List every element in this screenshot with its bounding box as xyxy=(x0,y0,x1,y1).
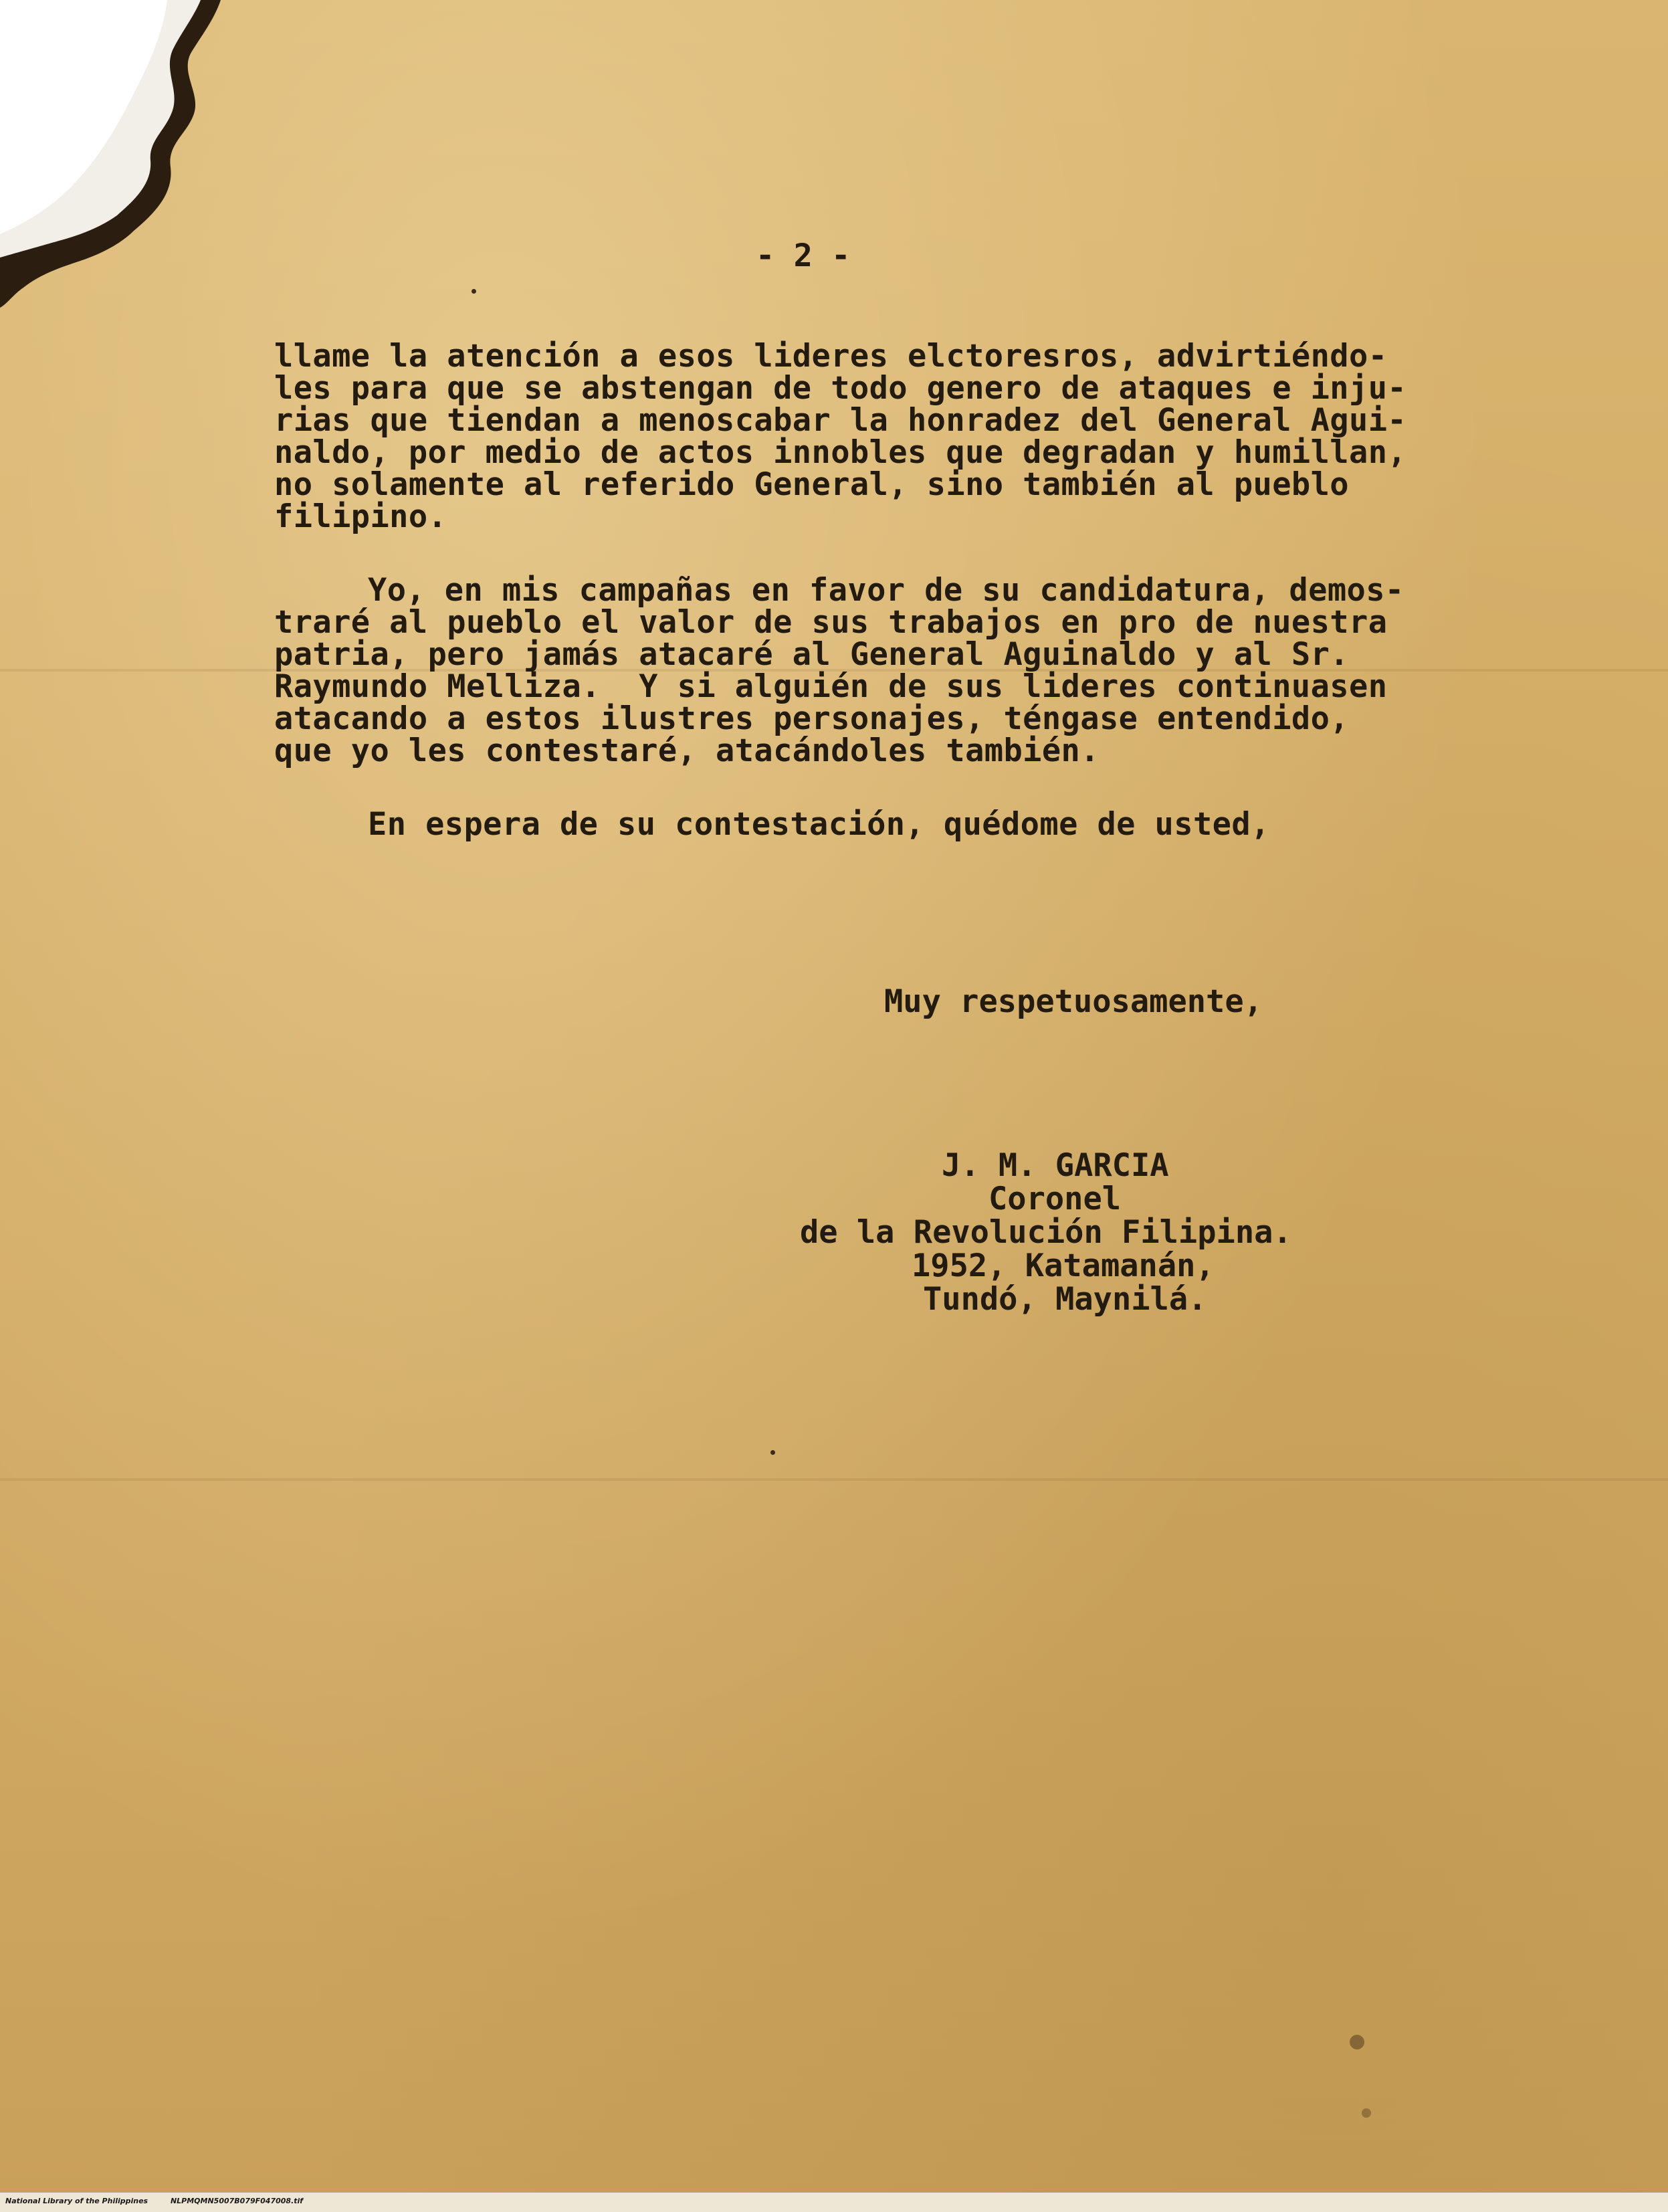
signature-title: Coronel xyxy=(988,1181,1122,1217)
ink-speck xyxy=(770,1450,775,1455)
scan-footer xyxy=(5,2197,303,2205)
scan-filename: NLPMQMN5007B079F047008.tif xyxy=(170,2197,304,2205)
page-number: - 2 - xyxy=(756,237,851,274)
ink-speck xyxy=(472,289,476,294)
burn-damage xyxy=(0,0,281,314)
paragraph3-line: En espera de su contestación, quédome de usted, xyxy=(368,806,1270,843)
closing: Muy respetuosamente, xyxy=(884,983,1263,1020)
signature-address-line: Tundó, Maynilá. xyxy=(923,1281,1207,1318)
paragraph1-line: no solamente al referido General, sino también al pueblo xyxy=(274,466,1349,503)
paragraph2-line: Raymundo Melliza. Y si alguién de sus lideres continuasen xyxy=(274,668,1388,705)
signature-address-line: 1952, Katamanán, xyxy=(912,1247,1215,1284)
paragraph2-line: patria, pero jamás atacaré al General Aguinaldo y al Sr. xyxy=(274,636,1349,673)
paragraph1-line: les para que se abstengan de todo genero de ataques e inju- xyxy=(274,370,1407,407)
signature-affiliation: de la Revolución Filipina. xyxy=(800,1214,1292,1251)
paper-fold xyxy=(0,1478,1668,1481)
paragraph1-line: rias que tiendan a menoscabar la honradez del General Agui- xyxy=(274,402,1407,439)
stain-spot xyxy=(1350,2035,1364,2049)
paragraph2-line: que yo les contestaré, atacándoles también. xyxy=(274,732,1100,769)
paragraph2-line: atacando a estos ilustres personajes, téngase entendido, xyxy=(274,700,1349,737)
signature-name: J. M. GARCIA xyxy=(942,1147,1169,1184)
paragraph1-line: naldo, por medio de actos innobles que degradan y humillan, xyxy=(274,434,1407,471)
paragraph1-line: llame la atención a esos lideres elctoresros, advirtiéndo- xyxy=(274,338,1388,375)
paragraph2-line: Yo, en mis campañas en favor de su candidatura, demos- xyxy=(368,572,1404,609)
paragraph1-line: filipino. xyxy=(274,498,447,535)
archive-credit: National Library of the Philippines xyxy=(5,2197,148,2205)
paragraph2-line: traré al pueblo el valor de sus trabajos en pro de nuestra xyxy=(274,604,1388,641)
stain-spot xyxy=(1362,2108,1371,2118)
